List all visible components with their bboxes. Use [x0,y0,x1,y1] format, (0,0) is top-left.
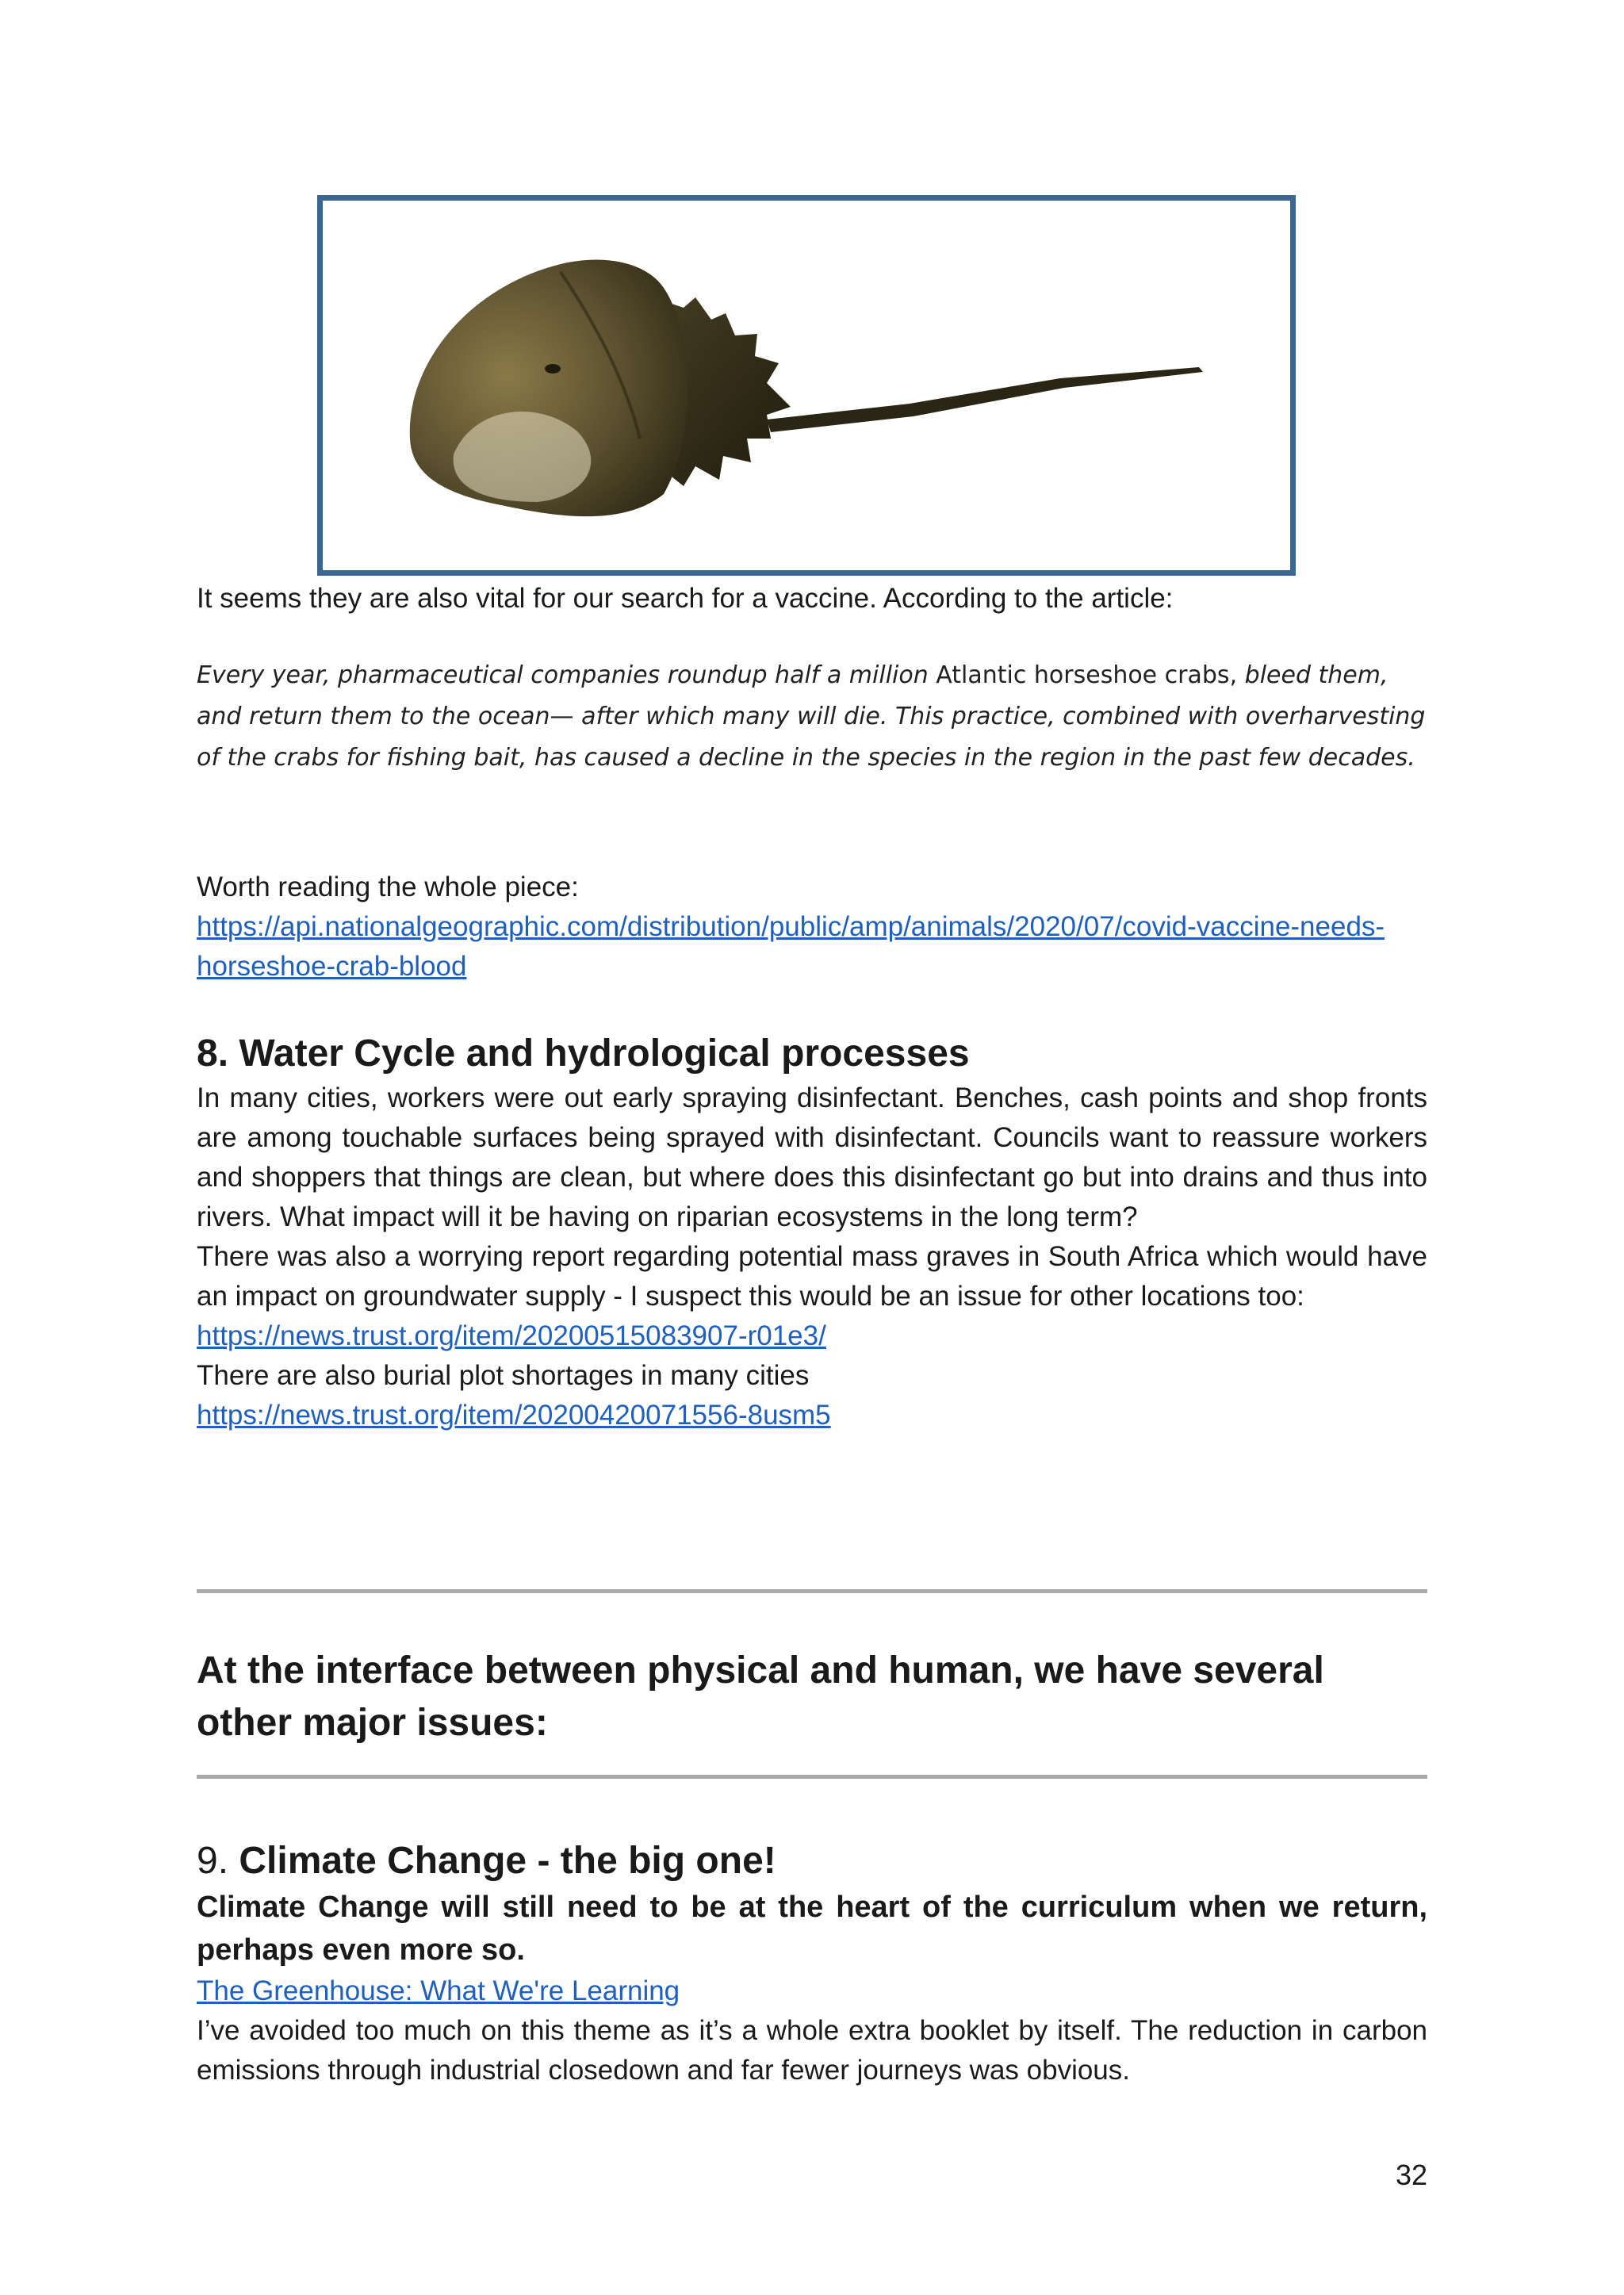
quote-part-3: bleed them, and return them to the ocean— after which many will die. This practice, combined with overharvesting of the crabs for fishing bait, has caused a decline in the species in the region in the past few decades. [197,661,1426,772]
divider-bottom [197,1775,1427,1779]
natgeo-link-line [197,907,1427,987]
quote-text [197,655,1427,779]
natgeo-link[interactable]: https://api.nationalgeographic.com/distribution/public/amp/animals/2020/07/covid-vaccine-needs-horseshoe-crab-blood [197,911,1385,982]
section-8-link-2-line [197,1396,1427,1435]
section-9-title: Climate Change - the big one! [239,1840,776,1882]
section-8 [197,1029,1427,1435]
section-8-link-1-line [197,1316,1427,1356]
greenhouse-link[interactable]: The Greenhouse: What We're Learning [197,1975,680,2006]
section-9-title-line [197,1837,1427,1886]
divider-top [197,1589,1427,1593]
quote-part-2: Atlantic horseshoe crabs, [936,661,1238,689]
quote-part-1: Every year, pharmaceutical companies roundup half a million [197,661,929,689]
section-9-bold-para: Climate Change will still need to be at the heart of the curriculum when we return, perhaps even more so. [197,1891,1427,1967]
article-quote [197,655,1427,779]
section-9-para: I’ve avoided too much on this theme as it’s a whole extra booklet by itself. The reduction in carbon emissions through industrial closedown and far fewer journeys was obvious. [197,2015,1427,2086]
section-9-number: 9. [197,1840,229,1882]
intro-line: It seems they are also vital for our search for a vaccine. According to the article: [197,583,1174,614]
section-8-title: 8. Water Cycle and hydrological processes [197,1033,970,1075]
section-8-para-3: There are also burial plot shortages in many cities [197,1360,810,1391]
trust-link-1[interactable]: https://news.trust.org/item/20200515083907-r01e3/ [197,1320,826,1351]
section-8-para-2: There was also a worrying report regarding potential mass graves in South Africa which would have an impact on groundwater supply - I suspect this would be an issue for other locations too: [197,1241,1427,1312]
worth-reading-block [197,868,1427,987]
section-9 [197,1837,1427,2090]
trust-link-2[interactable]: https://news.trust.org/item/20200420071556-8usm5 [197,1400,831,1431]
section-8-para-1: In many cities, workers were out early spraying disinfectant. Benches, cash points and shop fronts are among touchable surfaces being sprayed with disinfectant. Councils want to reassure workers and shoppers that things are clean, but where does this disinfectant go but into drains and thus into rivers. What impact will it be having on riparian ecosystems in the long term? [197,1082,1427,1232]
intro-block [197,579,1427,619]
worth-reading-text: Worth reading the whole piece: [197,872,579,902]
interface-heading: At the interface between physical and human, we have several other major issues: [197,1649,1324,1744]
section-9-link-line [197,1971,1427,2011]
horseshoe-crab-figure [317,195,1296,576]
page-number: 32 [1395,2159,1427,2191]
interface-block [197,1645,1427,1749]
horseshoe-crab-image [323,201,1290,570]
